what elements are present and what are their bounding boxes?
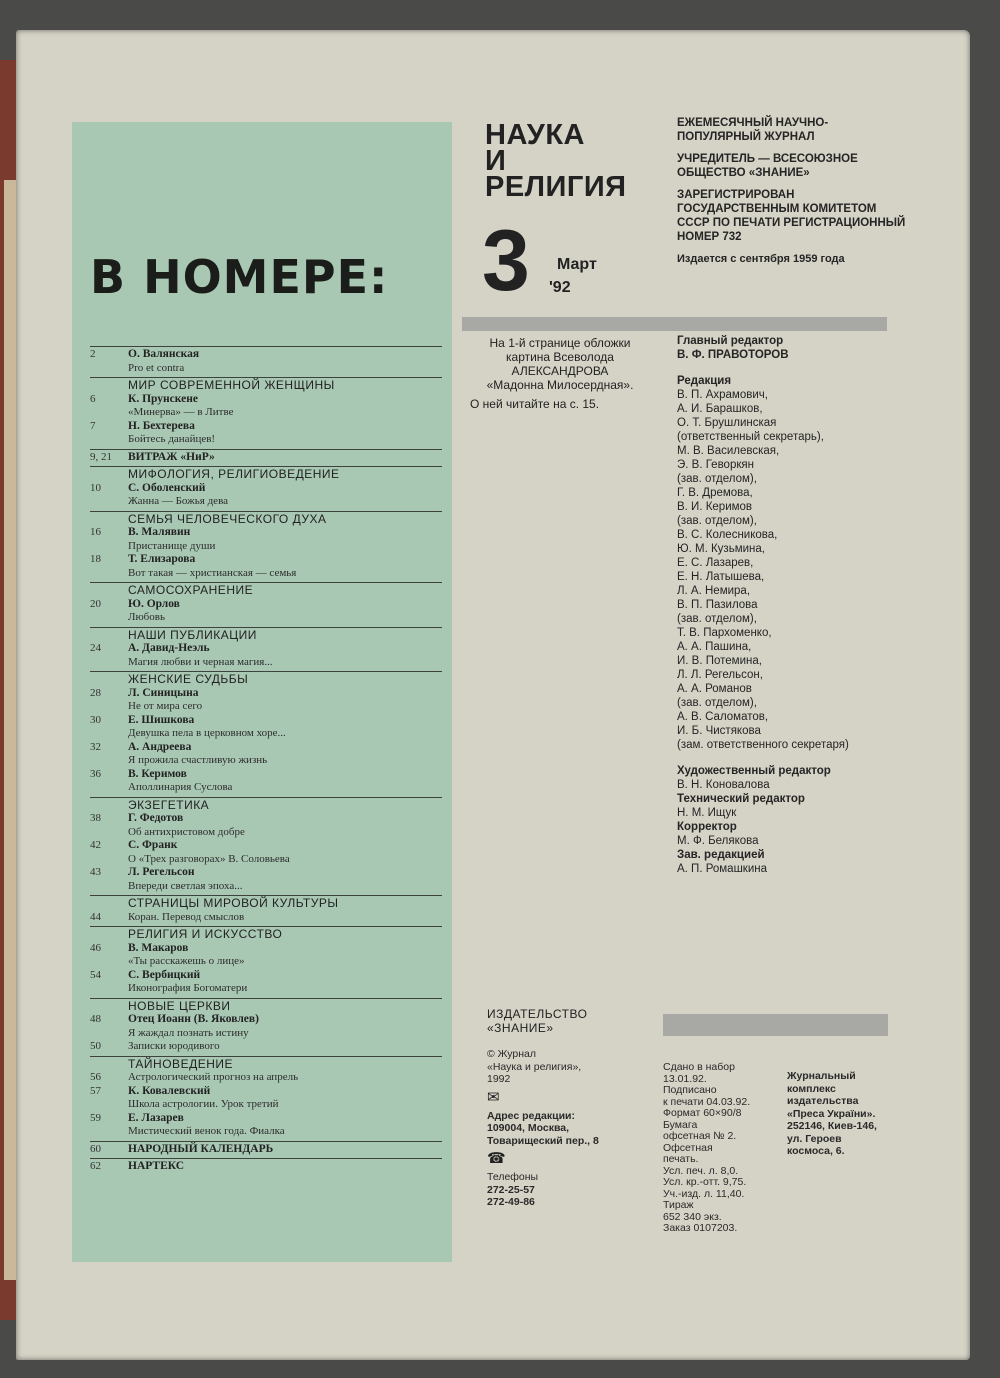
publisher-line: «ЗНАНИЕ» [487, 1021, 554, 1035]
phones-label: Телефоны [487, 1171, 539, 1183]
editorial-member: О. Т. Брушлинская [677, 417, 777, 429]
toc-section-heading-row [90, 379, 442, 393]
toc-entry-title-row [90, 495, 442, 509]
toc-entry-title-row [90, 781, 442, 795]
toc-entry-author: С. Франк [128, 839, 178, 851]
toc-entry-title-row [90, 826, 442, 840]
toc-entry-title: Мистический венок года. Фиалка [128, 1125, 285, 1137]
colophon-left [487, 1048, 657, 1209]
toc-page-number: 32 [90, 740, 101, 753]
toc-section [90, 1056, 442, 1141]
editorial-member: И. В. Потемина, [677, 655, 762, 667]
toc-section [90, 671, 442, 797]
office-head-label: Зав. редакцией [677, 849, 765, 861]
toc-entry-title-row [90, 433, 442, 447]
editorial-member: Е. Н. Латышева, [677, 571, 765, 583]
toc-page-number: 24 [90, 642, 101, 654]
editorial-staff [677, 334, 917, 876]
toc-section [90, 466, 442, 511]
toc-page-number [90, 1000, 128, 1014]
toc-entry-title: Об антихристовом добре [128, 825, 245, 838]
toc-page-number: 7 [90, 419, 96, 432]
toc-section-heading: СЕМЬЯ ЧЕЛОВЕЧЕСКОГО ДУХА [128, 511, 327, 526]
toc-page-number: 10 [90, 481, 101, 494]
printer-info [787, 1070, 907, 1158]
editorial-member: И. Б. Чистякова [677, 725, 761, 737]
toc-page-number [90, 1098, 128, 1112]
toc-entry-author: О. Валянская [128, 348, 200, 360]
toc-entry-title: Записки юродивого [128, 1040, 220, 1052]
toc-entry-title: Девушка пела в церковном хоре... [128, 727, 286, 739]
toc-section-heading-row [90, 468, 442, 482]
toc-page-number: 30 [90, 713, 101, 726]
copyright-line: «Наука и религия», [487, 1060, 582, 1073]
toc-entry-author-row [90, 393, 442, 407]
toc-section-heading-row [90, 1000, 442, 1014]
issue-year: '92 [549, 279, 571, 296]
toc-page-number [90, 928, 128, 942]
journal-title-line: И [485, 145, 507, 177]
toc-entry-author: Н. Бехтерева [128, 419, 195, 432]
toc-page-number [90, 799, 128, 813]
print-detail-line: 652 340 экз. [663, 1210, 722, 1223]
toc-section-heading: ТАЙНОВЕДЕНИЕ [128, 1056, 233, 1071]
address-line: Товарищеский пер., 8 [487, 1134, 599, 1147]
toc-page-number: 9, 21 [90, 450, 112, 463]
toc-entry-title-row [90, 567, 442, 581]
editorial-member: Л. Л. Регельсон, [677, 669, 763, 681]
toc-entry-author-row [90, 348, 442, 362]
masthead [677, 116, 907, 274]
editorial-member: Т. В. Пархоменко, [677, 627, 772, 639]
toc-page-number: 48 [90, 1013, 101, 1025]
print-detail-line: печать. [663, 1153, 699, 1165]
toc-section-heading-row [90, 629, 442, 643]
toc-entry-title: Бойтесь данайцев! [128, 433, 216, 445]
print-detail-line: Усл. кр.-отт. 9,75. [663, 1176, 747, 1188]
toc-entry-author-row [90, 642, 442, 656]
toc-page-number: 20 [90, 597, 101, 610]
toc-section [90, 627, 442, 672]
journal-title [485, 119, 627, 203]
toc-entry-author-row [90, 1013, 442, 1027]
toc-entry-author: Л. Регельсон [128, 866, 195, 878]
toc-entry-title-row [90, 1098, 442, 1112]
toc-page-number: 6 [90, 392, 96, 405]
telephone-icon: ☎ [487, 1150, 506, 1167]
toc-entry-author-row [90, 866, 442, 880]
toc-entry-title: Впереди светлая эпоха... [128, 879, 243, 892]
toc-section-heading-row [90, 799, 442, 813]
toc-entry-title: Pro et contra [128, 361, 185, 374]
toc-page-number [90, 362, 128, 376]
toc-page-number: 56 [90, 1071, 101, 1083]
toc-page-number [90, 468, 128, 482]
toc-entry-author-row [90, 687, 442, 701]
chief-editor-name: В. Ф. ПРАВОТОРОВ [677, 349, 789, 361]
toc-entry-title: Я прожила счастливую жизнь [128, 754, 268, 766]
journal-registration: ЗАРЕГИСТРИРОВАН ГОСУДАРСТВЕННЫМ КОМИТЕТОМ СССР ПО ПЕЧАТИ РЕГИСТРАЦИОННЫЙ НОМЕР 732 [677, 189, 906, 243]
toc-entry-author: НАРОДНЫЙ КАЛЕНДАРЬ [128, 1142, 274, 1155]
journal-title-line: НАУКА [485, 119, 585, 151]
toc-entry-title-row [90, 754, 442, 768]
toc-section [90, 895, 442, 926]
print-detail-line: 13.01.92. [663, 1072, 707, 1085]
editorial-member: (зав. отделом), [677, 697, 757, 709]
toc-page-number: 2 [90, 348, 96, 360]
toc-page-number: 42 [90, 839, 101, 851]
toc-entry-title-row [90, 1071, 442, 1085]
address-line: 109004, Москва, [487, 1122, 570, 1134]
print-detail-line: к печати 04.03.92. [663, 1095, 751, 1108]
toc-entry-author: Е. Шишкова [128, 713, 195, 726]
toc-page-number [90, 656, 128, 670]
toc-entry-title-row [90, 911, 442, 925]
printer-line: издательства [787, 1095, 859, 1107]
publisher-line: ИЗДАТЕЛЬСТВО [487, 1007, 588, 1021]
toc-entry-title-row [90, 362, 442, 376]
toc-page-number [90, 433, 128, 447]
toc-page-number [90, 700, 128, 714]
editorial-member: А. А. Пашина, [677, 641, 752, 653]
toc-entry-title: Жанна — Божья дева [128, 495, 228, 507]
toc-entry-author: К. Прунскене [128, 392, 198, 405]
editorial-member: А. В. Саломатов, [677, 711, 769, 723]
toc-entry-author: К. Ковалевский [128, 1084, 211, 1097]
cover-note-line: О ней читайте на с. 15. [470, 397, 600, 411]
toc-entry-title: «Минерва» — в Литве [128, 406, 234, 418]
toc-entry-author-row [90, 714, 442, 728]
toc-entry-author: А. Давид-Неэль [128, 642, 210, 654]
toc-page-number [90, 880, 128, 894]
cover-note-line: картина Всеволода [506, 350, 614, 364]
toc-entry-author-row [90, 451, 442, 465]
corrector-label: Корректор [677, 821, 737, 833]
editorial-member: (зав. отделом), [677, 515, 757, 527]
print-detail-line: Уч.-изд. л. 11,40. [663, 1187, 745, 1200]
issue-month: Март [557, 256, 597, 273]
toc-page-number [90, 853, 128, 867]
toc-page-number: 60 [90, 1142, 101, 1155]
toc-entry-title: Коран. Перевод смыслов [128, 910, 245, 923]
toc-entry-title-row [90, 1027, 442, 1041]
journal-founder: УЧРЕДИТЕЛЬ — ВСЕСОЮЗНОЕ ОБЩЕСТВО «ЗНАНИЕ» [677, 153, 858, 179]
toc-entry-title: Аполлинария Суслова [128, 781, 233, 793]
toc-section [90, 926, 442, 998]
envelope-icon: ✉ [487, 1088, 500, 1106]
toc-page-number [90, 955, 128, 969]
copyright-line: © Журнал [487, 1048, 536, 1060]
toc-page-number [90, 513, 128, 527]
toc-section-heading-row [90, 584, 442, 598]
toc-entry-author: А. Андреева [128, 740, 192, 753]
toc-entry-author-row [90, 482, 442, 496]
toc-entry-author-row [90, 969, 442, 983]
toc-entry-author: НАРТЕКС [128, 1160, 185, 1172]
editorial-member: М. В. Василевская, [677, 445, 780, 457]
toc-page-number [90, 567, 128, 581]
phone-number: 272-49-86 [487, 1196, 535, 1208]
print-detail-line: Тираж [663, 1199, 694, 1211]
toc-section [90, 346, 442, 377]
toc-entry-title-row [90, 540, 442, 554]
publisher [487, 1007, 587, 1035]
toc-entry-title-row [90, 1125, 442, 1139]
editorial-member: Л. А. Немира, [677, 585, 751, 597]
toc-entry-title: Вот такая — христианская — семья [128, 566, 297, 579]
art-editor-name: В. Н. Коновалова [677, 779, 770, 791]
toc-heading: В НОМЕРЕ: [90, 250, 389, 304]
journal-since: Издается с сентября 1959 года [677, 253, 845, 265]
toc-entry-author-row [90, 812, 442, 826]
toc-entry-author-row [90, 1112, 442, 1126]
toc-entry-author-row [90, 768, 442, 782]
toc-section [90, 797, 442, 896]
editorial-member: А. И. Барашков, [677, 403, 763, 415]
printer-line: ул. Героев [787, 1132, 842, 1145]
toc-entry-title: О «Трех разговорах» В. Соловьева [128, 852, 290, 865]
toc-page-number [90, 754, 128, 768]
toc-section-heading: МИР СОВРЕМЕННОЙ ЖЕНЩИНЫ [128, 378, 335, 392]
toc-entry-title-row [90, 406, 442, 420]
toc-page-number: 28 [90, 686, 101, 699]
toc-section-heading-row [90, 673, 442, 687]
printer-line: Журнальный [787, 1070, 856, 1082]
toc-entry-author-row [90, 1143, 442, 1157]
toc-page-number [90, 584, 128, 598]
print-detail-line: Заказ 0107203. [663, 1222, 738, 1234]
toc-page-number [90, 781, 128, 795]
toc-page-number [90, 673, 128, 687]
editorial-member: Г. В. Дремова, [677, 487, 753, 499]
toc-entry-title: Я жаждал познать истину [128, 1026, 249, 1039]
editorial-member: (зав. отделом), [677, 473, 757, 485]
toc-page-number [90, 897, 128, 911]
print-detail-line: Усл. печ. л. 8,0. [663, 1164, 739, 1177]
toc-entry-author: В. Керимов [128, 767, 187, 780]
print-detail-line: Подписано [663, 1084, 717, 1096]
toc-section-heading: САМОСОХРАНЕНИЕ [128, 583, 254, 597]
print-detail-line: Сдано в набор [663, 1061, 735, 1073]
toc-entry-title-row [90, 611, 442, 625]
toc-entry-author: В. Малявин [128, 526, 191, 538]
toc-entry-title-row [90, 727, 442, 741]
printer-line: комплекс [787, 1082, 836, 1095]
toc-entry-author: Г. Федотов [128, 812, 184, 824]
toc-entry-author: В. Макаров [128, 941, 189, 954]
toc-entry-title: Не от мира сего [128, 700, 203, 712]
editorial-member: (ответственный секретарь), [677, 431, 824, 443]
toc-entry-author: С. Оболенский [128, 481, 206, 494]
chief-editor-label: Главный редактор [677, 335, 784, 347]
toc-entry-author-row [90, 420, 442, 434]
toc-section-heading: СТРАНИЦЫ МИРОВОЙ КУЛЬТУРЫ [128, 896, 339, 910]
toc-page-number: 59 [90, 1111, 101, 1124]
print-detail-line: Офсетная [663, 1141, 713, 1154]
toc-page-number [90, 611, 128, 625]
tech-editor-name: Н. М. Ищук [677, 807, 737, 819]
printer-line: 252146, Киев-146, [787, 1120, 877, 1132]
editorial-member: Э. В. Геворкян [677, 459, 754, 471]
toc-entry-author: Е. Лазарев [128, 1111, 184, 1124]
journal-type: ЕЖЕМЕСЯЧНЫЙ НАУЧНО-ПОПУЛЯРНЫЙ ЖУРНАЛ [677, 117, 829, 143]
toc-entry-title: Школа астрологии. Урок третий [128, 1098, 279, 1110]
toc-entry-author: С. Вербицкий [128, 968, 201, 981]
toc-section-heading: РЕЛИГИЯ И ИСКУССТВО [128, 927, 283, 941]
toc-section [90, 1141, 442, 1159]
toc-page-number: 50 [90, 1040, 101, 1052]
toc-page-number [90, 406, 128, 420]
toc-page-number: 18 [90, 553, 101, 565]
toc-page-number [90, 1027, 128, 1041]
toc-entry-author-row [90, 553, 442, 567]
phone-number: 272-25-57 [487, 1183, 535, 1196]
toc-section [90, 998, 442, 1056]
editorial-members [677, 388, 917, 752]
toc-page-number: 38 [90, 812, 101, 824]
toc-entry-title-row [90, 982, 442, 996]
toc-entry-author: Ю. Орлов [128, 597, 180, 610]
editorial-member: (зам. ответственного секретаря) [677, 739, 849, 751]
toc-entry-title-row [90, 700, 442, 714]
toc-entry-author-row [90, 942, 442, 956]
toc-list [90, 346, 442, 1176]
corrector-name: М. Ф. Белякова [677, 835, 759, 847]
toc-section [90, 1158, 442, 1176]
toc-page-number [90, 826, 128, 840]
cover-note-line: «Мадонна Милосердная». [486, 378, 634, 392]
toc-page-number: 57 [90, 1084, 101, 1097]
toc-page-number: 46 [90, 941, 101, 954]
toc-entry-author: ВИТРАЖ «НиР» [128, 450, 215, 463]
toc-page-number [90, 540, 128, 554]
cover-note-line: АЛЕКСАНДРОВА [511, 364, 609, 378]
cover-note-line: На 1-й странице обложки [489, 336, 631, 350]
toc-entry-author: Л. Синицына [128, 686, 199, 699]
toc-entry-author-row [90, 1085, 442, 1099]
toc-entry-title: Любовь [128, 611, 165, 623]
toc-page-number: 54 [90, 968, 101, 981]
toc-entry-title-row [90, 656, 442, 670]
editorial-member: В. П. Пазилова [677, 599, 758, 611]
toc-entry-author: Т. Елизарова [128, 553, 196, 565]
toc-section-heading: НОВЫЕ ЦЕРКВИ [128, 998, 231, 1013]
journal-title-line: РЕЛИГИЯ [485, 171, 627, 203]
toc-entry-title-row [90, 955, 442, 969]
toc-entry-author-row [90, 526, 442, 540]
toc-entry-title: «Ты расскажешь о лице» [128, 955, 245, 967]
toc-entry-author-row [90, 598, 442, 612]
editorial-member: (зав. отделом), [677, 613, 757, 625]
office-head-name: А. П. Ромашкина [677, 863, 768, 875]
print-detail-line: Формат 60×90/8 [663, 1107, 742, 1119]
toc-page-number: 62 [90, 1160, 101, 1172]
toc-entry-title: Иконография Богоматери [128, 982, 248, 994]
toc-page-number: 43 [90, 866, 101, 878]
toc-page-number: 16 [90, 526, 101, 538]
tech-editor-label: Технический редактор [677, 793, 805, 805]
toc-page-number [90, 982, 128, 996]
copyright-line: 1992 [487, 1073, 511, 1085]
toc-section [90, 377, 442, 449]
toc-section [90, 449, 442, 467]
toc-entry-author-row [90, 839, 442, 853]
cover-note [470, 336, 650, 411]
editorial-member: В. И. Керимов [677, 501, 753, 513]
toc-section-heading: ЖЕНСКИЕ СУДЬБЫ [128, 672, 249, 686]
toc-section-heading: МИФОЛОГИЯ, РЕЛИГИОВЕДЕНИЕ [128, 467, 340, 481]
toc-entry-title-row [90, 853, 442, 867]
editorial-member: Ю. М. Кузьмина, [677, 543, 765, 555]
toc-section-heading-row [90, 1058, 442, 1072]
toc-section [90, 582, 442, 627]
art-editor-label: Художественный редактор [677, 765, 831, 777]
toc-page-number [90, 727, 128, 741]
printer-line: космоса, 6. [787, 1145, 845, 1157]
print-detail-line: Бумага [663, 1118, 698, 1131]
toc-section-heading: ЭКЗЕГЕТИКА [128, 797, 210, 812]
divider-band [663, 1014, 888, 1036]
toc-section [90, 511, 442, 583]
toc-page-number [90, 1058, 128, 1072]
toc-entry-author-row [90, 741, 442, 755]
toc-page-number [90, 1125, 128, 1139]
toc-page-number: 44 [90, 910, 101, 923]
print-details [663, 1062, 768, 1235]
editorial-member: В. П. Ахрамович, [677, 389, 768, 401]
issue-number: 3 [482, 213, 530, 309]
address-label: Адрес редакции: [487, 1109, 575, 1122]
toc-section-heading-row [90, 897, 442, 911]
toc-page-number [90, 495, 128, 509]
toc-entry-title: Астрологический прогноз на апрель [128, 1071, 299, 1083]
toc-page-number [90, 629, 128, 643]
toc-entry-title: Магия любви и черная магия... [128, 655, 273, 668]
printer-line: «Преса України». [787, 1107, 876, 1120]
print-detail-line: офсетная № 2. [663, 1130, 737, 1142]
toc-entry-title-row [90, 880, 442, 894]
toc-section-heading-row [90, 513, 442, 527]
toc-entry-author-row [90, 1160, 442, 1174]
editorial-member: А. А. Романов [677, 683, 752, 695]
divider-band [462, 317, 887, 331]
toc-entry-author: Отец Иоанн (В. Яковлев) [128, 1013, 259, 1025]
editorial-member: Е. С. Лазарев, [677, 557, 754, 569]
toc-entry-title: Пристанище души [128, 539, 216, 552]
toc-entry-title-row [90, 1040, 442, 1054]
toc-section-heading-row [90, 928, 442, 942]
editorial-label: Редакция [677, 375, 732, 387]
toc-page-number: 36 [90, 767, 101, 780]
toc-page-number [90, 379, 128, 393]
toc-section-heading: НАШИ ПУБЛИКАЦИИ [128, 627, 257, 642]
editorial-member: В. С. Колесникова, [677, 529, 778, 541]
